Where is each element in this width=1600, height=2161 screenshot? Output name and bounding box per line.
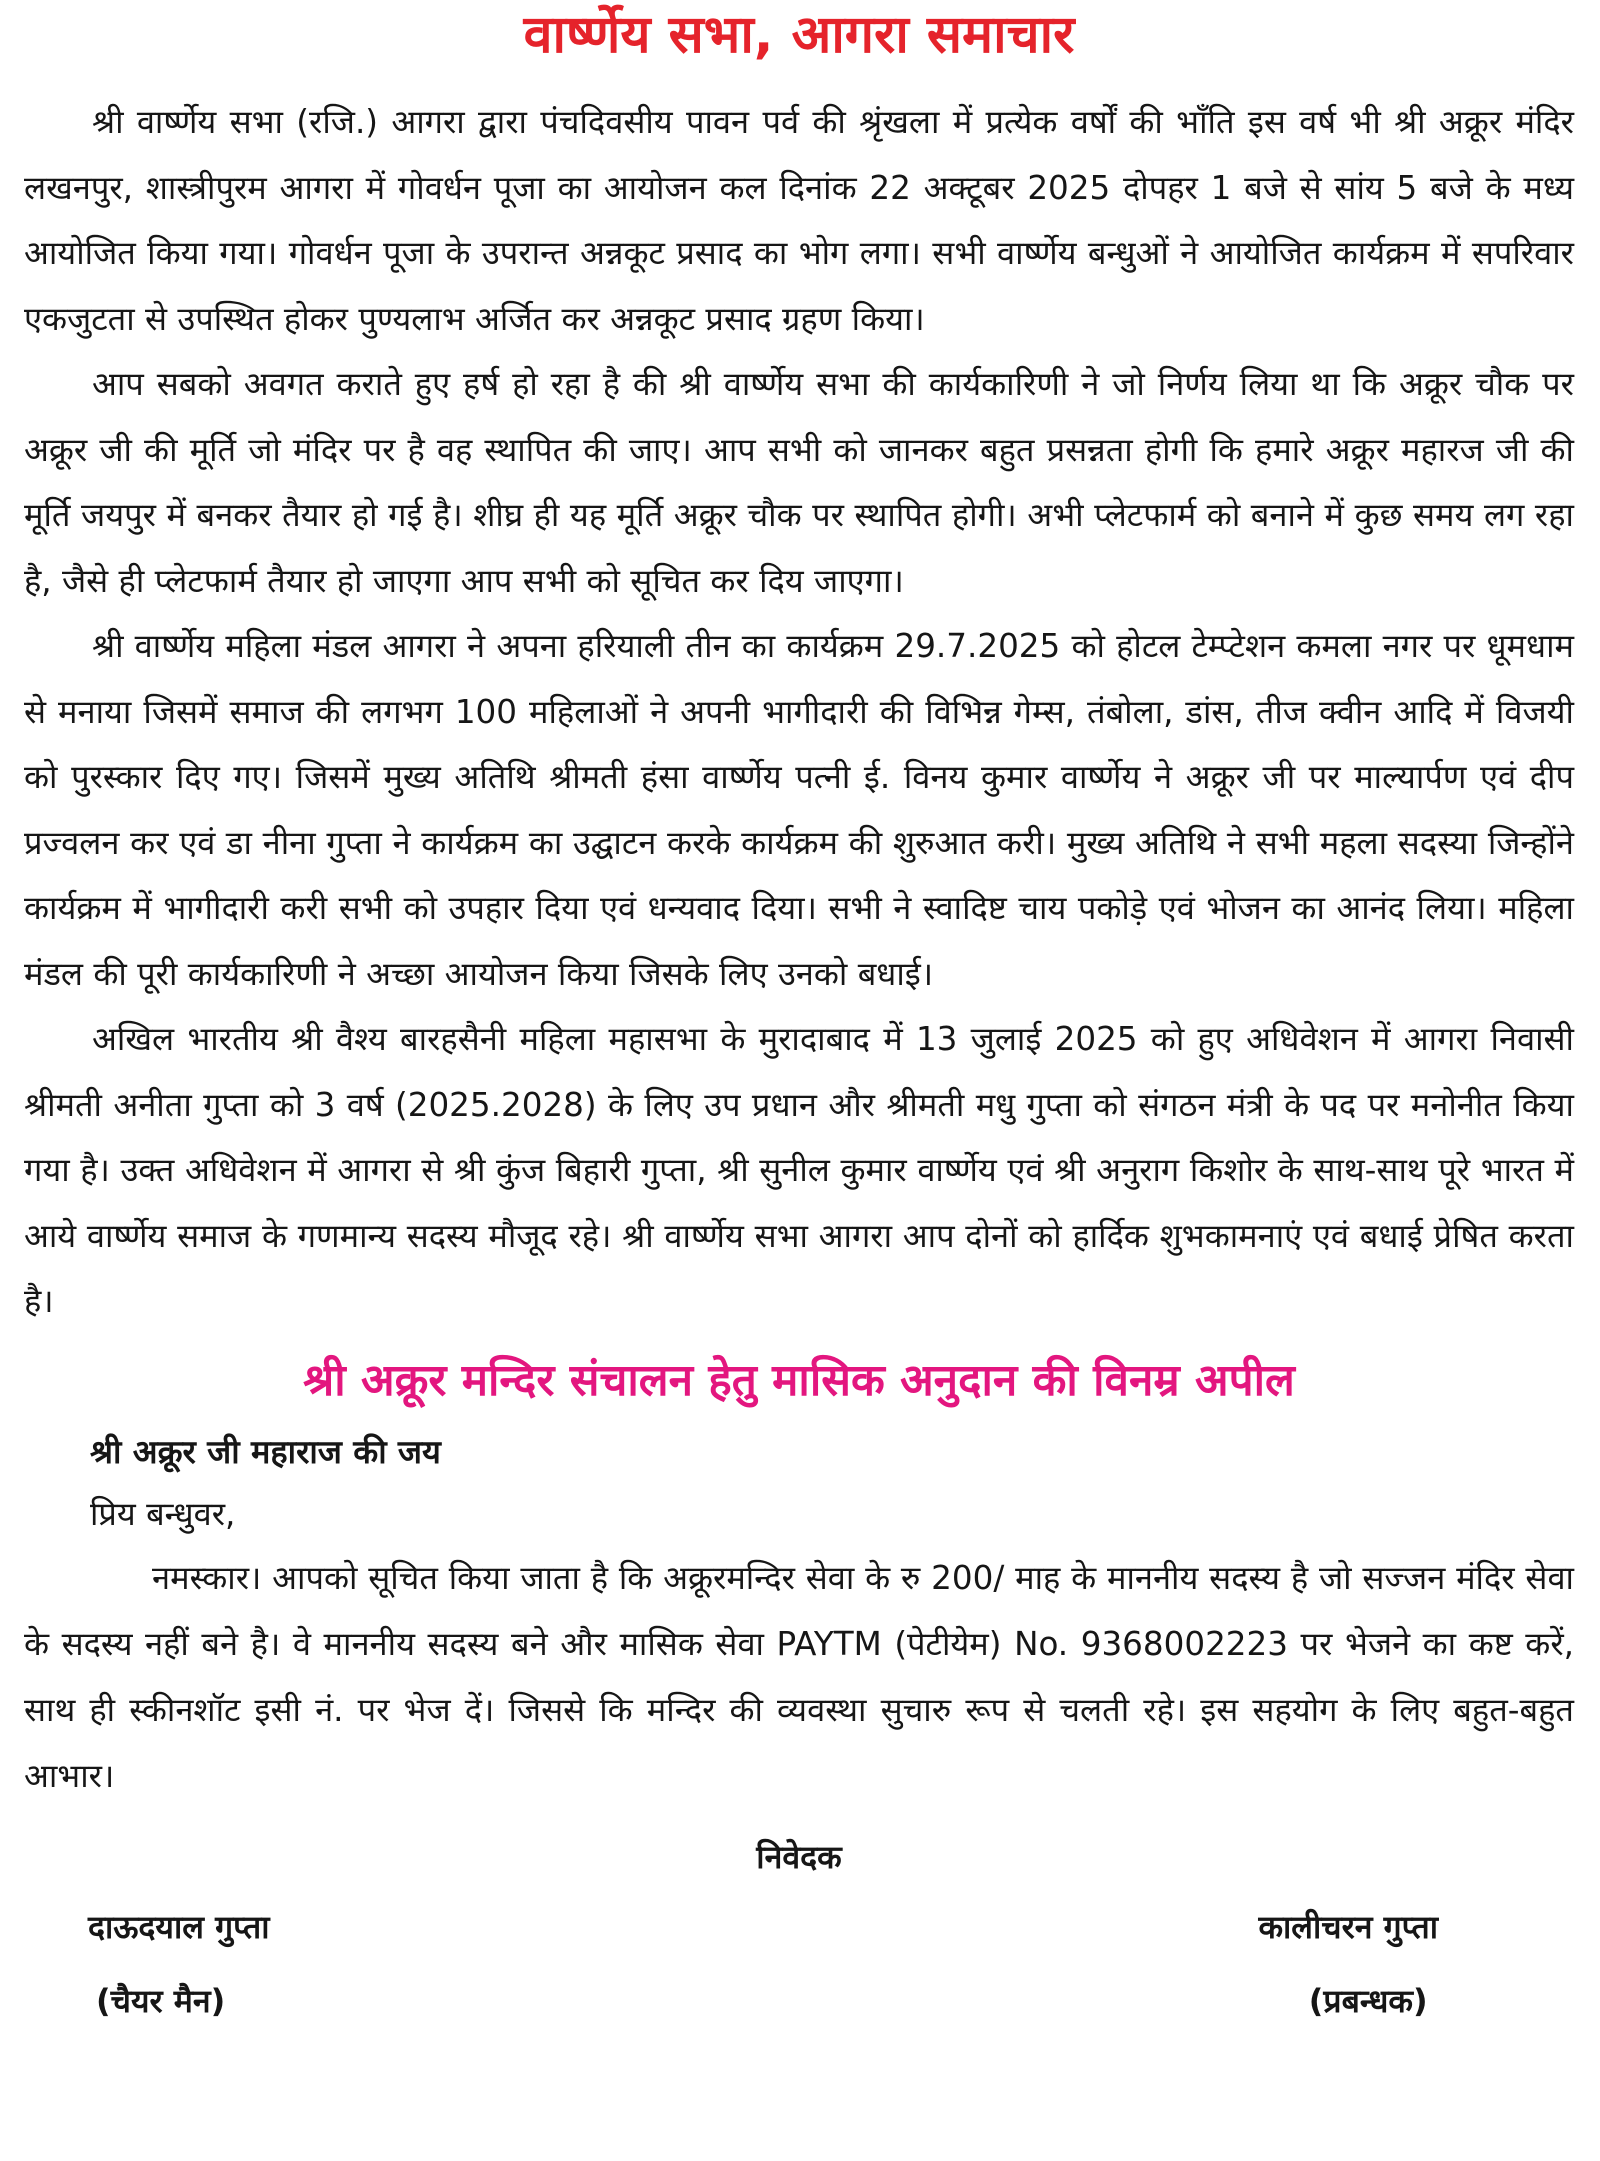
article-paragraph-govardhan-puja: श्री वार्ष्णेय सभा (रजि.) आगरा द्वारा पंचदिवसीय पावन पर्व की श्रृंखला में प्रत्येक वर्षों की भाँति इस वर्ष भी श्री अक्रूर मंदिर लखनपुर, शास्त्रीपुरम आगरा में गोवर्धन पूजा का आयोजन कल दिनांक 22 अक्टूबर 2025 दोपहर 1 बजे से सांय 5 बजे के मध्य आयोजित किया गया। गोवर्धन पूजा के उपरान्त अन्नकूट प्रसाद का भोग लगा। सभी वार्ष्णेय बन्धुओं ने आयोजित कार्यक्रम में सपरिवार एकजुटता से उपस्थित होकर पुण्यलाभ अर्जित कर अन्नकूट प्रसाद ग्रहण किया। bbox=[24, 103, 1574, 338]
article-paragraph-akrur-murti: आप सबको अवगत कराते हुए हर्ष हो रहा है की श्री वार्ष्णेय सभा की कार्यकारिणी ने जो निर्णय लिया था कि अक्रूर चौक पर अक्रूर जी की मूर्ति जो मंदिर पर है वह स्थापित की जाए। आप सभी को जानकर बहुत प्रसन्नता होगी कि हमारे अक्रूर महारज जी की मूर्ति जयपुर में बनकर तैयार हो गई है। शीघ्र ही यह मूर्ति अक्रूर चौक पर स्थापित होगी। अभी प्लेटफार्म को बनाने में कुछ समय लग रहा है, जैसे ही प्लेटफार्म तैयार हो जाएगा आप सभी को सूचित कर दिय जाएगा। bbox=[24, 365, 1574, 600]
article-paragraph-mahila-mandal: श्री वार्ष्णेय महिला मंडल आगरा ने अपना हरियाली तीन का कार्यक्रम 29.7.2025 को होटल टेम्प्टेशन कमला नगर पर धूमधाम से मनाया जिसमें समाज की लगभग 100 महिलाओं ने अपनी भागीदारी की विभिन्न गेम्स, तंबोला, डांस, तीज क्वीन आदि में विजयी को पुरस्कार दिए गए। जिसमें मुख्य अतिथि श्रीमती हंसा वार्ष्णेय पत्नी ई. विनय कुमार वार्ष्णेय ने अक्रूर जी पर माल्यार्पण एवं दीप प्रज्वलन कर एवं डा नीना गुप्ता ने कार्यक्रम का उद्घाटन करके कार्यक्रम की शुरुआत करी। मुख्य अतिथि ने सभी महला सदस्या जिन्होंने कार्यक्रम में भागीदारी करी सभी को उपहार दिया एवं धन्यवाद दिया। सभी ने स्वादिष्ट चाय पकोड़े एवं भोजन का आनंद लिया। महिला मंडल की पूरी कार्यकारिणी ने अच्छा आयोजन किया जिसके लिए उनको बधाई। bbox=[24, 627, 1574, 993]
signer-role: (प्रबन्धक) bbox=[1308, 1981, 1428, 2020]
appeal-salutation: श्री अक्रूर जी महाराज की जय bbox=[90, 1432, 441, 1471]
signer-name: कालीचरन गुप्ता bbox=[1258, 1907, 1438, 1946]
appeal-body: नमस्कार। आपको सूचित किया जाता है कि अक्रूरमन्दिर सेवा के रु 200/ माह के माननीय सदस्य है जो सज्जन मंदिर सेवा के सदस्य नहीं बने है। वे माननीय सदस्य बने और मासिक सेवा PAYTM (पेटीयेम) No. 9368002223 पर भेजने का कष्ट करें, साथ ही स्कीनशॉट इसी नं. पर भेज दें। जिससे कि मन्दिर की व्यवस्था सुचारु रूप से चलती रहे। इस सहयोग के लिए बहुत-बहुत आभार। bbox=[24, 1558, 1574, 1795]
signer-role: (चैयर मैन) bbox=[96, 1981, 226, 2020]
news-article bbox=[24, 90, 1574, 1335]
page-title: वार्ष्णेय सभा, आगरा समाचार bbox=[523, 5, 1075, 65]
article-paragraph-mahasabha: अखिल भारतीय श्री वैश्य बारहसैनी महिला महासभा के मुरादाबाद में 13 जुलाई 2025 को हुए अधिवेशन में आगरा निवासी श्रीमती अनीता गुप्ता को 3 वर्ष (2025.2028) के लिए उप प्रधान और श्रीमती मधु गुप्ता को संगठन मंत्री के पद पर मनोनीत किया गया है। उक्त अधिवेशन में आगरा से श्री कुंज बिहारी गुप्ता, श्री सुनील कुमार वार्ष्णेय एवं श्री अनुराग किशोर के साथ-साथ पूरे भारत में आये वार्ष्णेय समाज के गणमान्य सदस्य मौजूद रहे। श्री वार्ष्णेय सभा आगरा आप दोनों को हार्दिक शुभकामनाएं एवं बधाई प्रेषित करता है। bbox=[24, 1020, 1574, 1320]
signers bbox=[24, 1901, 1574, 2027]
signer-chairman bbox=[88, 1901, 269, 2027]
sender-label: निवेदक bbox=[756, 1837, 842, 1876]
appeal-title: श्री अक्रूर मन्दिर संचालन हेतु मासिक अनुदान की विनम्र अपील bbox=[303, 1354, 1295, 1406]
signer-name: दाऊदयाल गुप्ता bbox=[88, 1907, 270, 1946]
signer-manager bbox=[1258, 1901, 1438, 2027]
appeal-greeting: प्रिय बन्धुवर, bbox=[90, 1494, 236, 1533]
donation-appeal bbox=[24, 1349, 1574, 2027]
